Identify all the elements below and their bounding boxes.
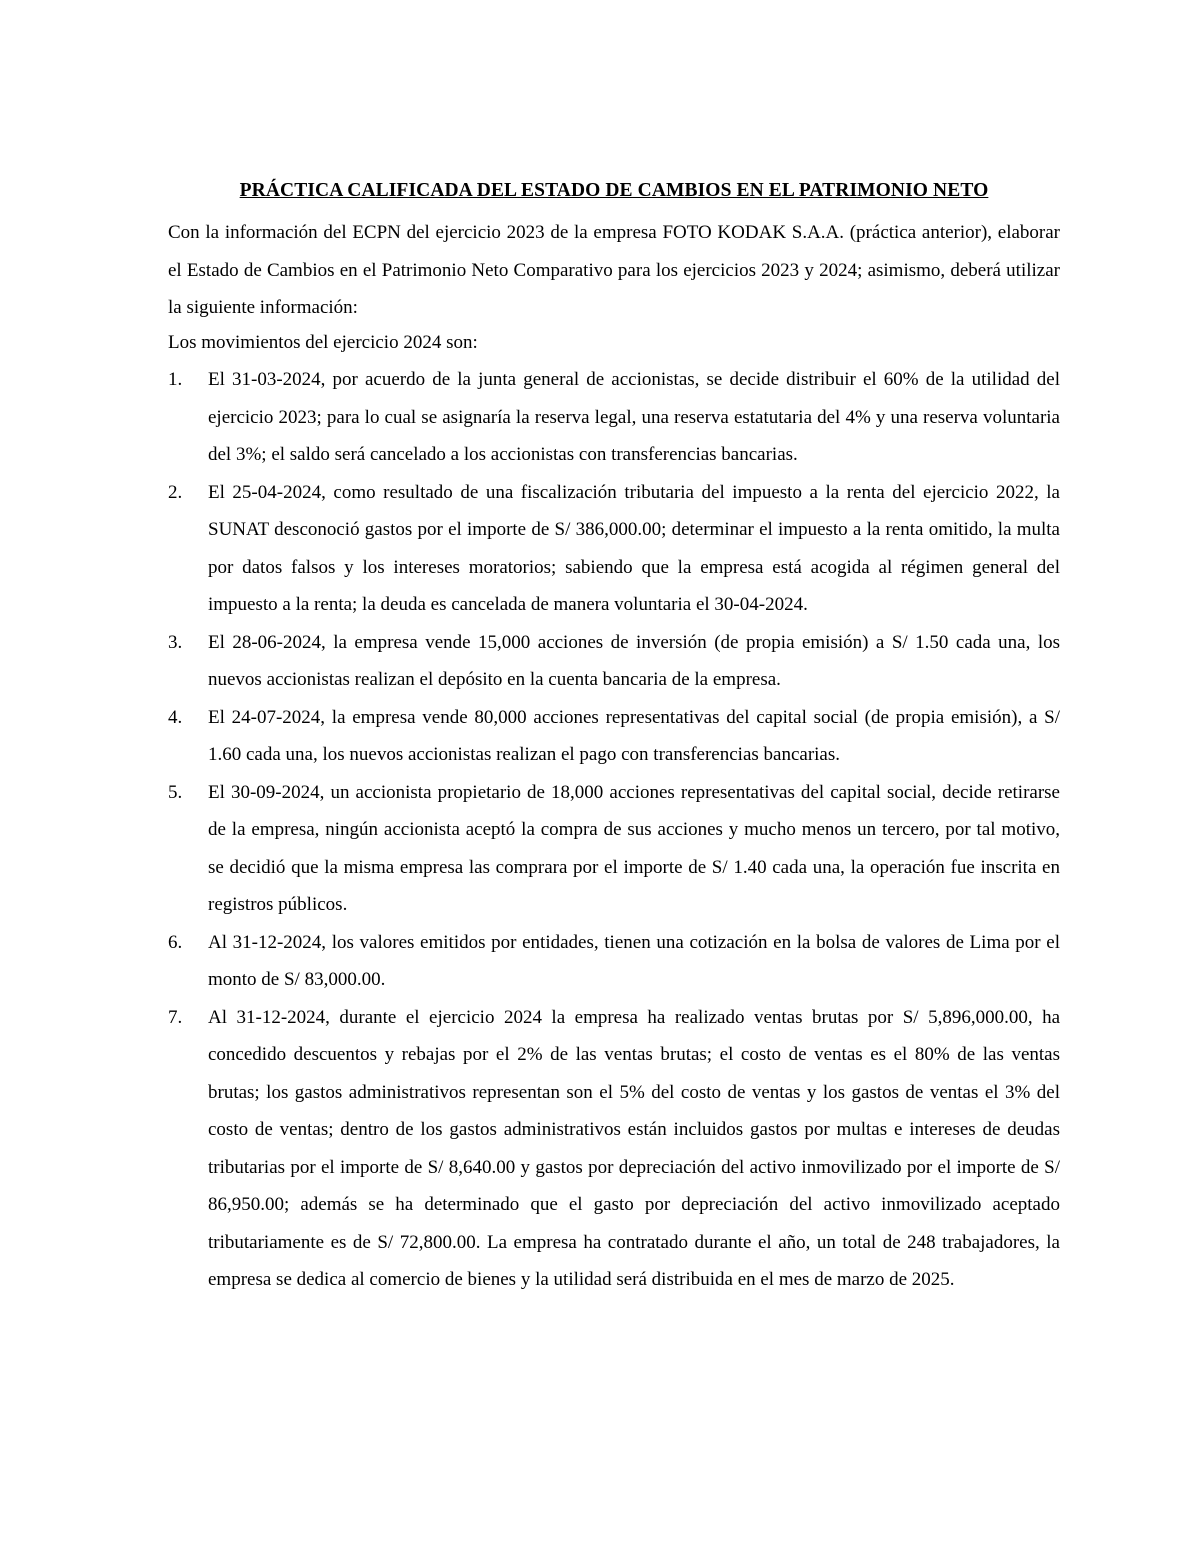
list-item	[168, 474, 1060, 624]
list-item	[168, 924, 1060, 999]
list-item-text: Al 31-12-2024, durante el ejercicio 2024 la empresa ha realizado ventas brutas por S/ 5,896,000.00, ha concedido descuentos y rebajas por el 2% de las ventas brutas; el costo de ventas es el 80% de las ventas brutas; los gastos administrativos representan son el 5% del costo de ventas y los gastos de ventas el 3% del costo de ventas; dentro de los gastos administrativos están incluidos gastos por multas e intereses de deudas tributarias por el importe de S/ 8,640.00 y gastos por depreciación del activo inmovilizado por el importe de S/ 86,950.00; además se ha determinado que el gasto por depreciación del activo inmovilizado aceptado tributariamente es de S/ 72,800.00. La empresa ha contratado durante el año, un total de 248 trabajadores, la empresa se dedica al comercio de bienes y la utilidad será distribuida en el mes de marzo de 2025.	[208, 1006, 1060, 1290]
list-item	[168, 699, 1060, 774]
movements-list	[168, 361, 1060, 1299]
list-item-number: 2.	[168, 481, 183, 503]
movements-heading: Los movimientos del ejercicio 2024 son:	[168, 331, 478, 353]
list-item-number: 3.	[168, 631, 183, 653]
list-item-text: El 28-06-2024, la empresa vende 15,000 acciones de inversión (de propia emisión) a S/ 1.50 cada una, los nuevos accionistas realizan el depósito en la cuenta bancaria de la empresa.	[208, 631, 1060, 690]
list-item-number: 4.	[168, 706, 183, 728]
list-item-text: Al 31-12-2024, los valores emitidos por entidades, tienen una cotización en la bolsa de valores de Lima por el monto de S/ 83,000.00.	[208, 931, 1060, 990]
document-title: PRÁCTICA CALIFICADA DEL ESTADO DE CAMBIOS EN EL PATRIMONIO NETO	[239, 180, 989, 201]
list-item	[168, 361, 1060, 474]
list-item-number: 5.	[168, 781, 183, 803]
list-item	[168, 624, 1060, 699]
list-item-number: 1.	[168, 369, 183, 390]
list-item-text: El 30-09-2024, un accionista propietario de 18,000 acciones representativas del capital social, decide retirarse de la empresa, ningún accionista aceptó la compra de sus acciones y mucho menos un tercero, por tal motivo, se decidió que la misma empresa las comprara por el importe de S/ 1.40 cada una, la operación fue inscrita en registros públicos.	[208, 781, 1060, 915]
list-item	[168, 774, 1060, 924]
intro-paragraph: Con la información del ECPN del ejercicio 2023 de la empresa FOTO KODAK S.A.A. (práctica anterior), elaborar el Estado de Cambios en el Patrimonio Neto Comparativo para los ejercicios 2023 y 2024; asimismo, deberá utilizar la siguiente información:	[168, 222, 1060, 318]
list-item	[168, 999, 1060, 1299]
list-item-number: 7.	[168, 1006, 183, 1028]
list-item-text: El 31-03-2024, por acuerdo de la junta general de accionistas, se decide distribuir el 60% de la utilidad del ejercicio 2023; para lo cual se asignaría la reserva legal, una reserva estatutaria del 4% y una reserva voluntaria del 3%; el saldo será cancelado a los accionistas con transferencias bancarias.	[208, 369, 1060, 465]
list-item-text: El 25-04-2024, como resultado de una fiscalización tributaria del impuesto a la renta del ejercicio 2022, la SUNAT desconoció gastos por el importe de S/ 386,000.00; determinar el impuesto a la renta omitido, la multa por datos falsos y los intereses moratorios; sabiendo que la empresa está acogida al régimen general del impuesto a la renta; la deuda es cancelada de manera voluntaria el 30-04-2024.	[208, 481, 1060, 615]
list-item-number: 6.	[168, 931, 183, 953]
list-item-text: El 24-07-2024, la empresa vende 80,000 acciones representativas del capital social (de propia emisión), a S/ 1.60 cada una, los nuevos accionistas realizan el pago con transferencias bancarias.	[208, 706, 1060, 765]
document-page	[168, 178, 1060, 1299]
